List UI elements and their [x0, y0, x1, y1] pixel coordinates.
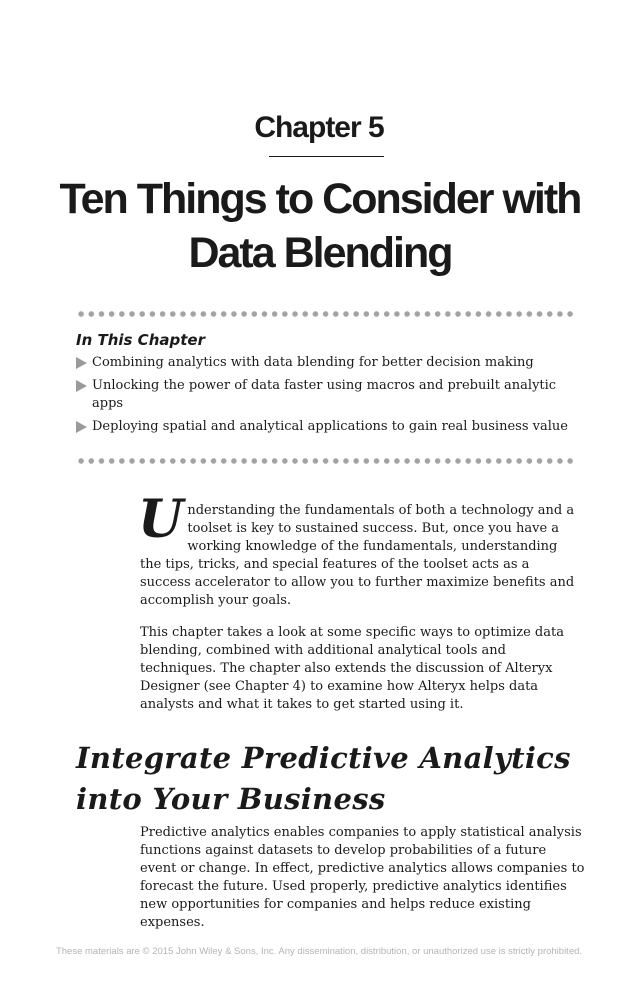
- section-heading-line-2: into Your Business: [76, 782, 386, 816]
- list-item-text: Deploying spatial and analytical applications to gain real business value: [92, 419, 568, 434]
- list-item: [76, 418, 581, 436]
- triangle-bullet-icon: [76, 421, 87, 433]
- drop-cap: U: [138, 489, 184, 550]
- intro-section: [138, 489, 582, 728]
- section-paragraph: Predictive analytics enables companies to apply statistical analysis functions against datasets to develop probabilities of a future event or change. In effect, predictive analytics allows companies to forecast the future. Used properly, predictive analytics identifies new opportunities for companies and helps reduce existing expenses.: [140, 825, 585, 930]
- intro-paragraph-2: This chapter takes a look at some specific ways to optimize data blending, combined with additional analytical tools and techniques. The chapter also extends the discussion of Alteryx Designer (see Chapter 4) to examine how Alteryx helps data analysts and what it takes to get started using it.: [140, 625, 564, 712]
- chapter-title: [50, 172, 590, 280]
- triangle-bullet-icon: [76, 380, 87, 392]
- section-heading: [76, 738, 596, 820]
- intro-paragraph-1: [138, 489, 582, 610]
- dotted-divider-top: [76, 311, 576, 317]
- chapter-title-line-2: Data Blending: [188, 229, 452, 277]
- in-this-chapter-heading: In This Chapter: [76, 331, 205, 349]
- dotted-divider-bottom: [76, 458, 576, 464]
- section-heading-line-1: Integrate Predictive Analytics: [76, 741, 571, 775]
- list-item: [76, 377, 581, 413]
- list-item: [76, 354, 581, 372]
- copyright-footer: These materials are © 2015 John Wiley & Sons, Inc. Any dissemination, distribution, or unauthorized use is strictly prohibited.: [55, 946, 583, 957]
- chapter-number: Chapter 5: [254, 111, 384, 144]
- list-item-text: Unlocking the power of data faster using macros and prebuilt analytic apps: [92, 378, 557, 411]
- chapter-number-underline: [269, 156, 384, 157]
- triangle-bullet-icon: [76, 357, 87, 369]
- chapter-title-line-1: Ten Things to Consider with: [59, 175, 581, 223]
- intro-paragraph-1-text: nderstanding the fundamentals of both a technology and a toolset is key to sustained success. But, once you have a working knowledge of the fundamentals, understanding the tips, tricks, and special features of the toolset acts as a success accelerator to allow you to further maximize benefits and accomplish your goals.: [140, 503, 575, 608]
- in-this-chapter-list: [76, 354, 581, 441]
- list-item-text: Combining analytics with data blending for better decision making: [92, 355, 534, 370]
